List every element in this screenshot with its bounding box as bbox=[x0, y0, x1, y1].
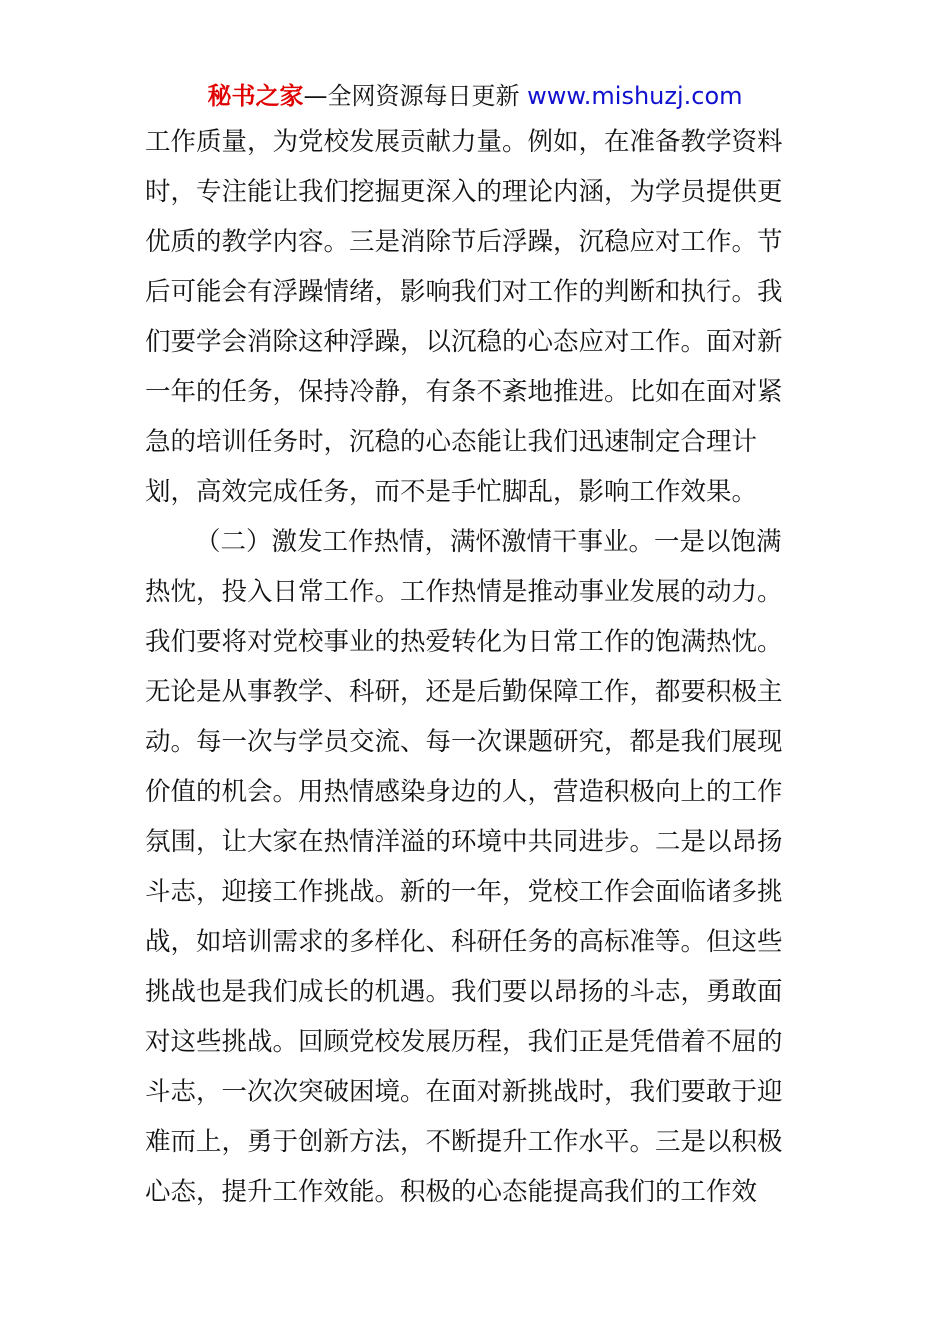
text-line: 工作质量，为党校发展贡献力量。例如，在准备教学资料 bbox=[145, 127, 783, 157]
site-header bbox=[0, 78, 950, 114]
text-line: 热忱，投入日常工作。工作热情是推动事业发展的动力。 bbox=[145, 577, 783, 607]
text-line: 难而上，勇于创新方法，不断提升工作水平。三是以积极 bbox=[145, 1127, 783, 1157]
text-line: 们要学会消除这种浮躁，以沉稳的心态应对工作。面对新 bbox=[145, 327, 783, 357]
text-line: 价值的机会。用热情感染身边的人，营造积极向上的工作 bbox=[145, 777, 783, 807]
text-line: 斗志，迎接工作挑战。新的一年，党校工作会面临诸多挑 bbox=[145, 877, 783, 907]
section-heading-line: （二）激发工作热情，满怀激情干事业。一是以饱满 bbox=[195, 527, 782, 557]
site-url-link[interactable]: www.mishuzj.com bbox=[527, 82, 743, 110]
text-line: 心态，提升工作效能。积极的心态能提高我们的工作效 bbox=[145, 1177, 758, 1207]
text-line: 战，如培训需求的多样化、科研任务的高标准等。但这些 bbox=[145, 927, 783, 957]
text-line: 氛围，让大家在热情洋溢的环境中共同进步。二是以昂扬 bbox=[145, 827, 783, 857]
text-line: 对这些挑战。回顾党校发展历程，我们正是凭借着不屈的 bbox=[145, 1027, 783, 1057]
text-line: 斗志，一次次突破困境。在面对新挑战时，我们要敢于迎 bbox=[145, 1077, 783, 1107]
text-line: 无论是从事教学、科研，还是后勤保障工作，都要积极主 bbox=[145, 677, 783, 707]
site-tagline: —全网资源每日更新 bbox=[303, 82, 520, 110]
text-line: 挑战也是我们成长的机遇。我们要以昂扬的斗志，勇敢面 bbox=[145, 977, 783, 1007]
text-line: 后可能会有浮躁情绪，影响我们对工作的判断和执行。我 bbox=[145, 277, 783, 307]
text-line: 划，高效完成任务，而不是手忙脚乱，影响工作效果。 bbox=[145, 477, 758, 507]
text-line: 时，专注能让我们挖掘更深入的理论内涵，为学员提供更 bbox=[145, 177, 783, 207]
text-line: 动。每一次与学员交流、每一次课题研究，都是我们展现 bbox=[145, 727, 783, 757]
site-brand: 秘书之家 bbox=[207, 82, 304, 110]
text-line: 一年的任务，保持冷静，有条不紊地推进。比如在面对紧 bbox=[145, 377, 783, 407]
text-line: 急的培训任务时，沉稳的心态能让我们迅速制定合理计 bbox=[145, 427, 758, 457]
text-line: 优质的教学内容。三是消除节后浮躁，沉稳应对工作。节 bbox=[145, 227, 783, 257]
text-line: 我们要将对党校事业的热爱转化为日常工作的饱满热忱。 bbox=[145, 627, 783, 657]
